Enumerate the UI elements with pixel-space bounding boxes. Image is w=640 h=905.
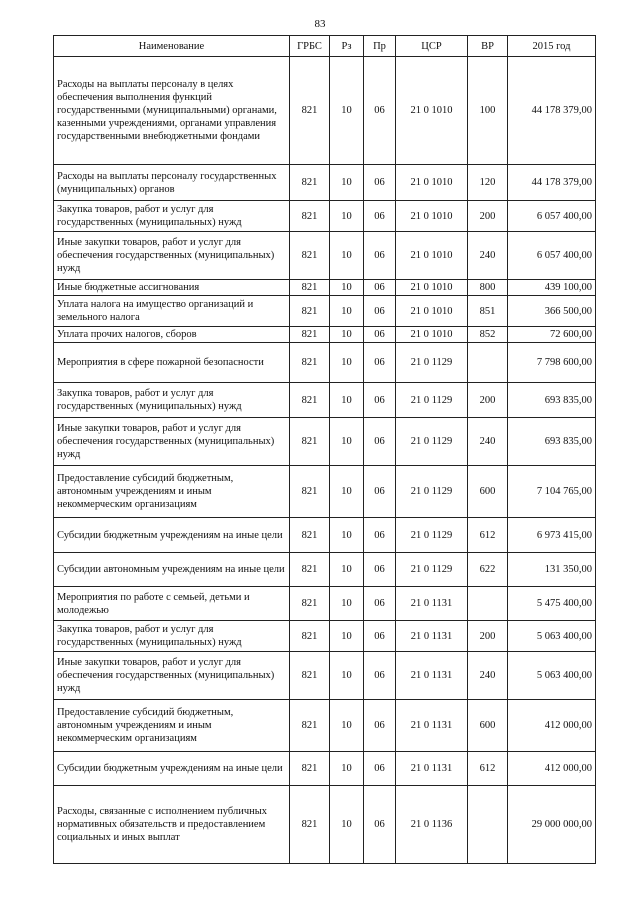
cell-rz: 10	[330, 343, 364, 383]
table-row	[54, 232, 596, 280]
cell-pr: 06	[364, 621, 396, 652]
cell-rz: 10	[330, 280, 364, 296]
cell-amount: 412 000,00	[508, 752, 596, 786]
table-header-row	[54, 36, 596, 57]
cell-pr: 06	[364, 652, 396, 700]
cell-pr: 06	[364, 383, 396, 418]
cell-grbs: 821	[290, 296, 330, 327]
cell-rz: 10	[330, 57, 364, 165]
cell-grbs: 821	[290, 418, 330, 466]
cell-pr: 06	[364, 518, 396, 553]
cell-grbs: 821	[290, 232, 330, 280]
table-row	[54, 383, 596, 418]
cell-rz: 10	[330, 587, 364, 621]
cell-pr: 06	[364, 786, 396, 864]
table-row	[54, 280, 596, 296]
cell-grbs: 821	[290, 652, 330, 700]
cell-name: Расходы, связанные с исполнением публичных нормативных обязательств и предоставлением социальных и иных выплат	[54, 786, 290, 864]
table-row	[54, 296, 596, 327]
header-grbs: ГРБС	[290, 36, 330, 57]
cell-csr: 21 0 1131	[396, 621, 468, 652]
cell-csr: 21 0 1010	[396, 327, 468, 343]
cell-name: Субсидии бюджетным учреждениям на иные цели	[54, 518, 290, 553]
cell-amount: 693 835,00	[508, 383, 596, 418]
cell-name: Субсидии автономным учреждениям на иные цели	[54, 553, 290, 587]
cell-vr: 851	[468, 296, 508, 327]
cell-vr: 100	[468, 57, 508, 165]
cell-grbs: 821	[290, 343, 330, 383]
cell-name: Мероприятия по работе с семьей, детьми и молодежью	[54, 587, 290, 621]
cell-name: Уплата прочих налогов, сборов	[54, 327, 290, 343]
cell-rz: 10	[330, 652, 364, 700]
cell-amount: 7 104 765,00	[508, 466, 596, 518]
cell-pr: 06	[364, 343, 396, 383]
cell-pr: 06	[364, 418, 396, 466]
cell-rz: 10	[330, 383, 364, 418]
cell-amount: 5 475 400,00	[508, 587, 596, 621]
cell-grbs: 821	[290, 786, 330, 864]
cell-rz: 10	[330, 232, 364, 280]
table-row	[54, 418, 596, 466]
table-row	[54, 587, 596, 621]
cell-csr: 21 0 1129	[396, 518, 468, 553]
cell-grbs: 821	[290, 327, 330, 343]
cell-pr: 06	[364, 201, 396, 232]
cell-name: Мероприятия в сфере пожарной безопасности	[54, 343, 290, 383]
table-row	[54, 57, 596, 165]
cell-csr: 21 0 1131	[396, 700, 468, 752]
header-year: 2015 год	[508, 36, 596, 57]
cell-amount: 6 057 400,00	[508, 232, 596, 280]
cell-name: Закупка товаров, работ и услуг для государственных (муниципальных) нужд	[54, 621, 290, 652]
cell-csr: 21 0 1010	[396, 57, 468, 165]
page-number: 83	[314, 18, 326, 30]
cell-rz: 10	[330, 700, 364, 752]
cell-csr: 21 0 1129	[396, 553, 468, 587]
cell-rz: 10	[330, 201, 364, 232]
cell-vr: 120	[468, 165, 508, 201]
cell-pr: 06	[364, 752, 396, 786]
cell-vr: 600	[468, 700, 508, 752]
cell-grbs: 821	[290, 280, 330, 296]
cell-pr: 06	[364, 57, 396, 165]
cell-pr: 06	[364, 700, 396, 752]
cell-amount: 72 600,00	[508, 327, 596, 343]
cell-rz: 10	[330, 165, 364, 201]
cell-pr: 06	[364, 466, 396, 518]
cell-vr: 622	[468, 553, 508, 587]
cell-csr: 21 0 1010	[396, 232, 468, 280]
cell-grbs: 821	[290, 466, 330, 518]
table-row	[54, 201, 596, 232]
cell-name: Иные бюджетные ассигнования	[54, 280, 290, 296]
cell-rz: 10	[330, 418, 364, 466]
cell-vr	[468, 786, 508, 864]
cell-csr: 21 0 1131	[396, 752, 468, 786]
table-body	[54, 57, 596, 864]
table-row	[54, 165, 596, 201]
cell-csr: 21 0 1129	[396, 383, 468, 418]
cell-name: Расходы на выплаты персоналу в целях обеспечения выполнения функций государственными (муниципальными) органами, казенными учреждениями, органами управления государственными внебюджетными фондами	[54, 57, 290, 165]
cell-grbs: 821	[290, 201, 330, 232]
cell-amount: 44 178 379,00	[508, 57, 596, 165]
budget-table	[53, 35, 596, 864]
table-row	[54, 343, 596, 383]
cell-vr: 612	[468, 752, 508, 786]
cell-grbs: 821	[290, 587, 330, 621]
cell-vr: 200	[468, 201, 508, 232]
cell-grbs: 821	[290, 518, 330, 553]
cell-name: Субсидии бюджетным учреждениям на иные цели	[54, 752, 290, 786]
header-name: Наименование	[54, 36, 290, 57]
cell-csr: 21 0 1136	[396, 786, 468, 864]
cell-csr: 21 0 1010	[396, 280, 468, 296]
table-row	[54, 752, 596, 786]
cell-csr: 21 0 1129	[396, 418, 468, 466]
cell-grbs: 821	[290, 752, 330, 786]
cell-vr: 200	[468, 383, 508, 418]
cell-grbs: 821	[290, 553, 330, 587]
cell-rz: 10	[330, 621, 364, 652]
cell-pr: 06	[364, 327, 396, 343]
cell-amount: 44 178 379,00	[508, 165, 596, 201]
header-rz: Рз	[330, 36, 364, 57]
cell-amount: 5 063 400,00	[508, 621, 596, 652]
cell-amount: 412 000,00	[508, 700, 596, 752]
cell-vr: 600	[468, 466, 508, 518]
cell-csr: 21 0 1010	[396, 296, 468, 327]
header-pr: Пр	[364, 36, 396, 57]
cell-pr: 06	[364, 232, 396, 280]
cell-name: Предоставление субсидий бюджетным, автономным учреждениям и иным некоммерческим организациям	[54, 700, 290, 752]
cell-amount: 7 798 600,00	[508, 343, 596, 383]
cell-amount: 5 063 400,00	[508, 652, 596, 700]
cell-csr: 21 0 1010	[396, 201, 468, 232]
cell-csr: 21 0 1131	[396, 652, 468, 700]
cell-rz: 10	[330, 296, 364, 327]
table-row	[54, 700, 596, 752]
cell-name: Расходы на выплаты персоналу государственных (муниципальных) органов	[54, 165, 290, 201]
cell-vr: 852	[468, 327, 508, 343]
cell-grbs: 821	[290, 57, 330, 165]
cell-csr: 21 0 1131	[396, 587, 468, 621]
cell-rz: 10	[330, 518, 364, 553]
cell-csr: 21 0 1129	[396, 466, 468, 518]
cell-pr: 06	[364, 587, 396, 621]
table-row	[54, 786, 596, 864]
cell-rz: 10	[330, 752, 364, 786]
cell-rz: 10	[330, 786, 364, 864]
cell-grbs: 821	[290, 700, 330, 752]
cell-vr: 240	[468, 652, 508, 700]
cell-amount: 131 350,00	[508, 553, 596, 587]
cell-name: Закупка товаров, работ и услуг для государственных (муниципальных) нужд	[54, 201, 290, 232]
cell-vr	[468, 343, 508, 383]
table-row	[54, 327, 596, 343]
cell-name: Иные закупки товаров, работ и услуг для обеспечения государственных (муниципальных) нужд	[54, 418, 290, 466]
cell-grbs: 821	[290, 621, 330, 652]
cell-rz: 10	[330, 466, 364, 518]
table-row	[54, 553, 596, 587]
cell-amount: 6 057 400,00	[508, 201, 596, 232]
cell-vr: 240	[468, 232, 508, 280]
cell-csr: 21 0 1010	[396, 165, 468, 201]
table-row	[54, 621, 596, 652]
cell-pr: 06	[364, 280, 396, 296]
cell-name: Предоставление субсидий бюджетным, автономным учреждениям и иным некоммерческим организациям	[54, 466, 290, 518]
cell-amount: 29 000 000,00	[508, 786, 596, 864]
cell-pr: 06	[364, 165, 396, 201]
cell-vr: 240	[468, 418, 508, 466]
cell-pr: 06	[364, 296, 396, 327]
cell-pr: 06	[364, 553, 396, 587]
header-csr: ЦСР	[396, 36, 468, 57]
cell-amount: 693 835,00	[508, 418, 596, 466]
cell-name: Иные закупки товаров, работ и услуг для обеспечения государственных (муниципальных) нужд	[54, 232, 290, 280]
table-row	[54, 466, 596, 518]
cell-name: Закупка товаров, работ и услуг для государственных (муниципальных) нужд	[54, 383, 290, 418]
cell-vr: 200	[468, 621, 508, 652]
header-vr: ВР	[468, 36, 508, 57]
table-row	[54, 652, 596, 700]
cell-vr	[468, 587, 508, 621]
cell-amount: 439 100,00	[508, 280, 596, 296]
cell-vr: 612	[468, 518, 508, 553]
cell-grbs: 821	[290, 383, 330, 418]
cell-grbs: 821	[290, 165, 330, 201]
cell-name: Уплата налога на имущество организаций и земельного налога	[54, 296, 290, 327]
cell-rz: 10	[330, 327, 364, 343]
cell-amount: 366 500,00	[508, 296, 596, 327]
table-row	[54, 518, 596, 553]
cell-amount: 6 973 415,00	[508, 518, 596, 553]
cell-rz: 10	[330, 553, 364, 587]
cell-csr: 21 0 1129	[396, 343, 468, 383]
cell-name: Иные закупки товаров, работ и услуг для обеспечения государственных (муниципальных) нужд	[54, 652, 290, 700]
cell-vr: 800	[468, 280, 508, 296]
